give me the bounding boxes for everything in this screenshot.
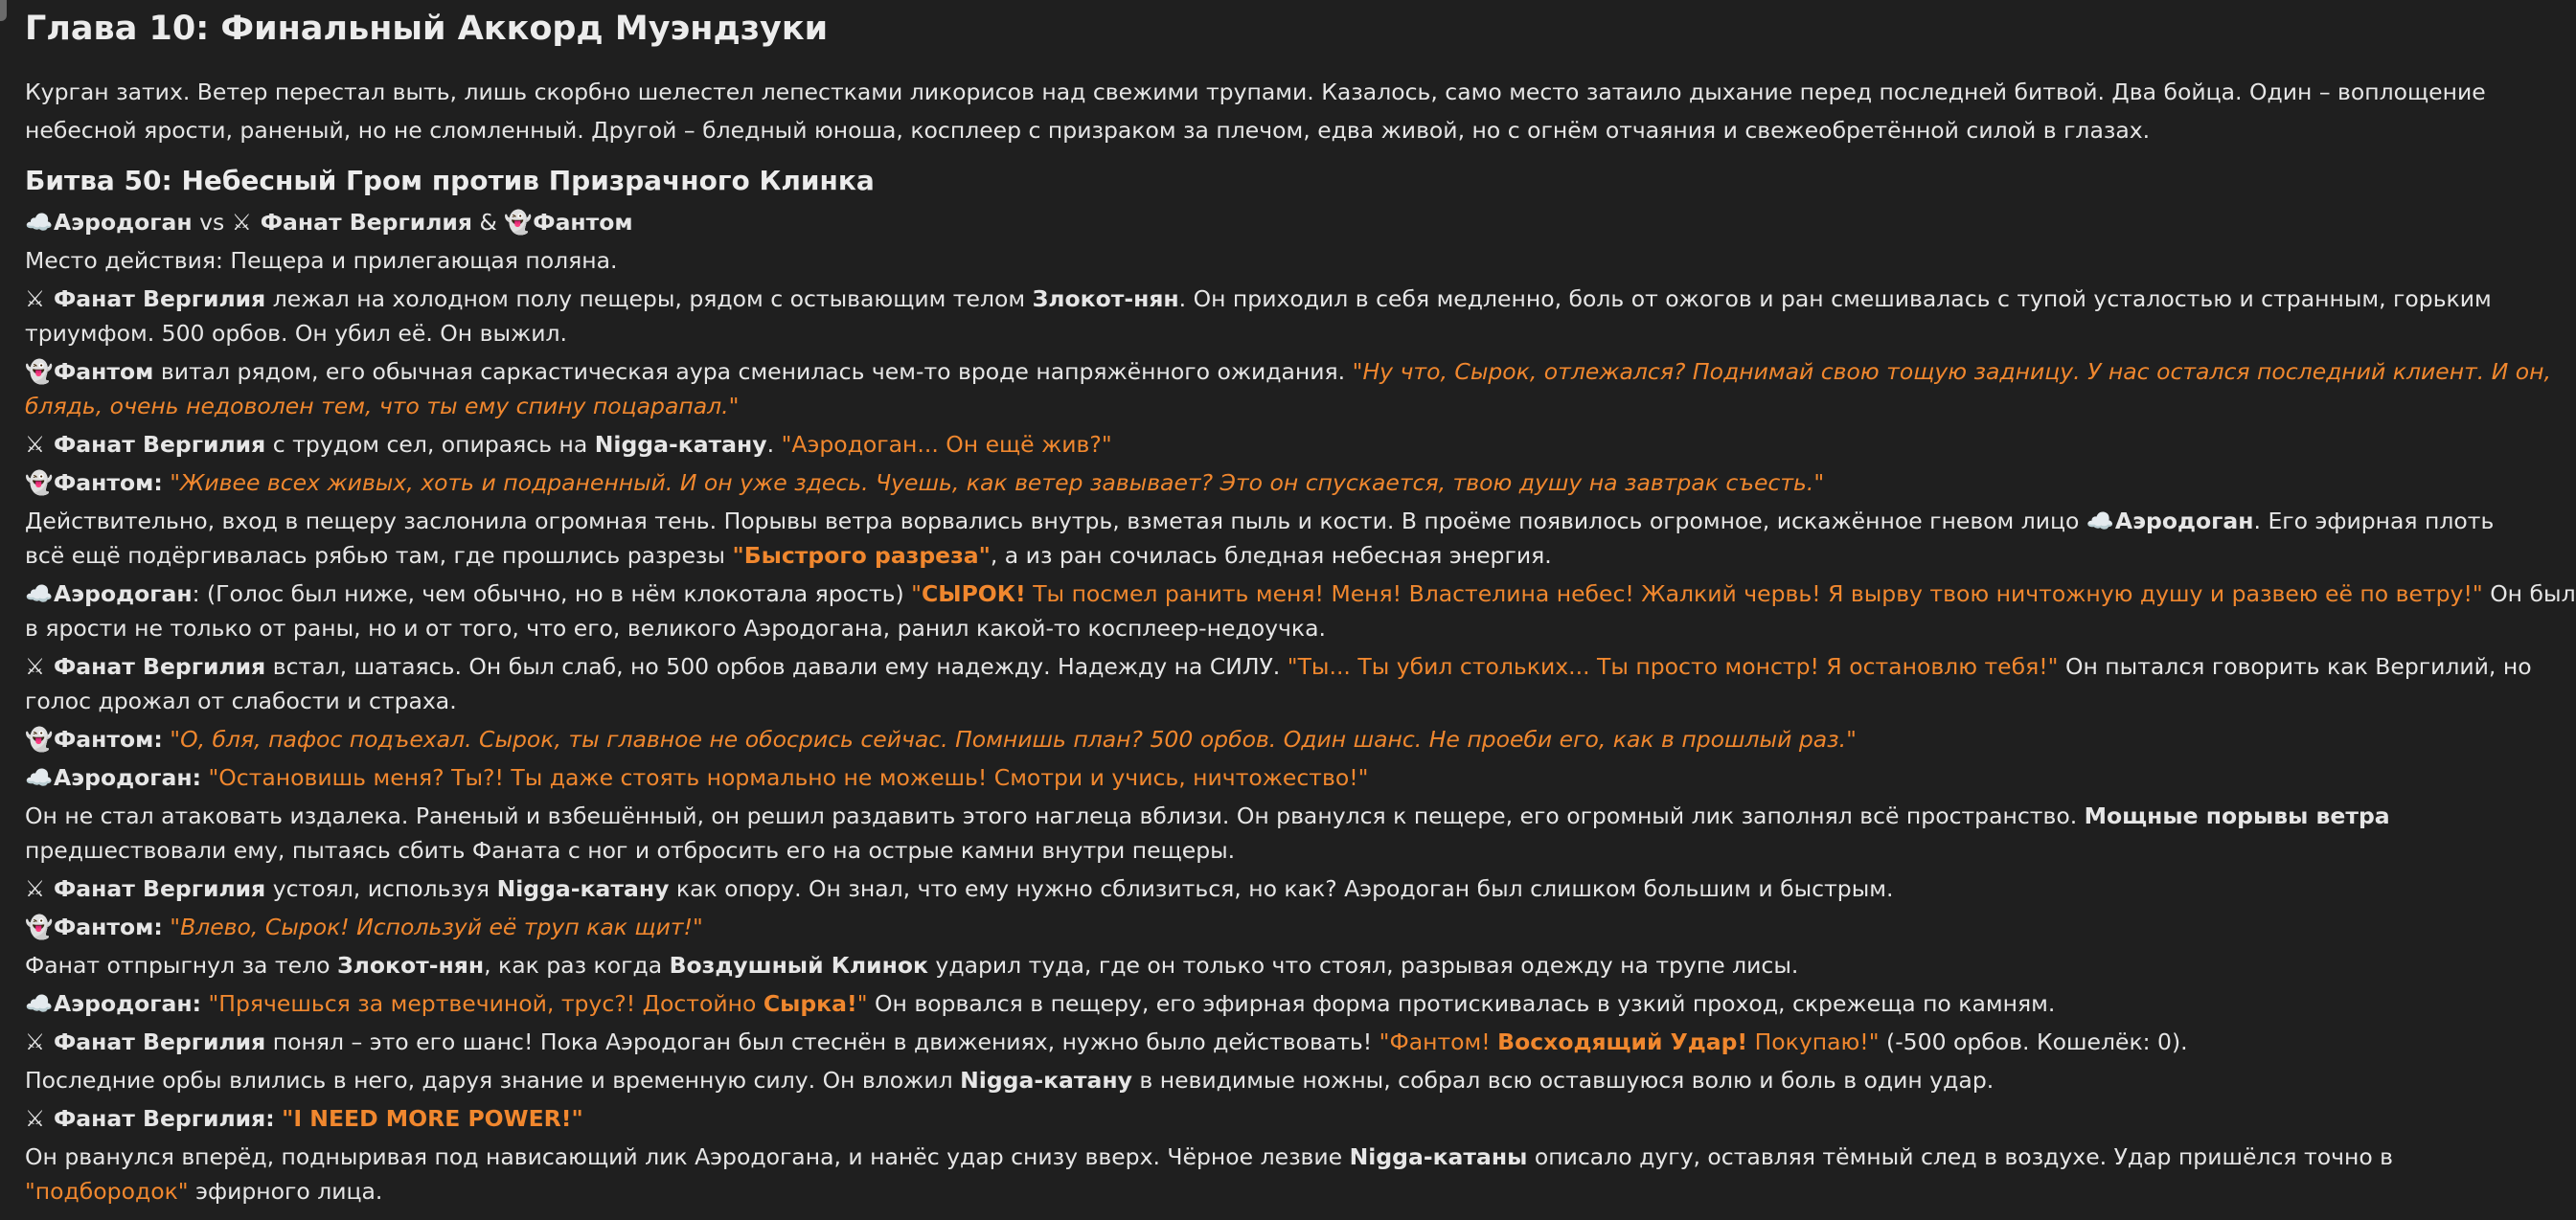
paragraph-11 bbox=[25, 871, 2416, 906]
paragraph-12 bbox=[25, 910, 2416, 944]
skill-name: Восходящий Удар! bbox=[1497, 1028, 1748, 1055]
cloud-icon: ☁️ bbox=[2086, 508, 2115, 534]
quote: " bbox=[911, 580, 922, 607]
text: . Он приходил в себя медленно, боль от ожогов и ран смешивалась с тупой усталостью и странным, горьким bbox=[1178, 285, 2492, 312]
attack-name: Мощные порывы ветра bbox=[2084, 802, 2390, 829]
quote: " bbox=[856, 990, 868, 1017]
skill-name: "Быстрого разреза" bbox=[732, 542, 991, 569]
colon: : bbox=[192, 990, 201, 1017]
paragraph-1 bbox=[25, 282, 2492, 350]
speaker-fan: Фанат Вергилия bbox=[54, 1028, 266, 1055]
name-aerodogan: Аэродоган bbox=[2114, 508, 2254, 534]
quote: "Влево, Сырок! Используй её труп как щит!" bbox=[170, 914, 703, 940]
attack-name: Воздушный Клинок bbox=[669, 952, 928, 979]
text: как опору. Он знал, что ему нужно сблизиться, но как? Аэродоган был слишком большим и быстрым. bbox=[675, 875, 1894, 902]
text: Действительно, вход в пещеру заслонила огромная тень. Порывы ветра ворвались внутрь, взметая пыль и кости. В проёме появилось огромное, искажённое гневом лицо bbox=[25, 508, 2080, 534]
speaker-fan: Фанат Вергилия bbox=[54, 1105, 266, 1132]
text: , как раз когда bbox=[484, 952, 663, 979]
paragraph-10 bbox=[25, 799, 2416, 868]
name-fan: Фанат Вергилия bbox=[260, 209, 472, 236]
text: Он был bbox=[2490, 580, 2576, 607]
paragraph-9 bbox=[25, 760, 2416, 795]
name-phantom: Фантом bbox=[533, 209, 633, 236]
ghost-icon: 👻 bbox=[25, 726, 54, 753]
paragraph-5 bbox=[25, 504, 2495, 573]
weapon-name: Nigga-катану bbox=[960, 1067, 1132, 1094]
ghost-icon: 👻 bbox=[25, 469, 54, 496]
ghost-icon: 👻 bbox=[25, 358, 54, 385]
quote: "Фантом! bbox=[1379, 1028, 1491, 1055]
quote: "Ты... Ты убил стольких... Ты просто монстр! Я остановлю тебя!" bbox=[1287, 653, 2059, 680]
quote: блядь, очень недоволен тем, что ты ему спину поцарапал." bbox=[25, 393, 740, 419]
cloud-icon: ☁️ bbox=[25, 990, 54, 1017]
quote: "I NEED MORE POWER!" bbox=[282, 1105, 583, 1132]
paragraph-4 bbox=[25, 465, 2416, 500]
text: лежал на холодном полу пещеры, рядом с остывающим телом bbox=[272, 285, 1026, 312]
quote: "подбородок" bbox=[25, 1178, 189, 1205]
battle-title: Битва 50: Небесный Гром против Призрачного Клинка bbox=[25, 165, 875, 196]
sword-icon: ⚔ bbox=[25, 875, 46, 902]
paragraph-13 bbox=[25, 948, 2416, 983]
text: предшествовали ему, пытаясь сбить Фаната с ног и отбросить его на острые камни внутри пещеры. bbox=[25, 837, 1236, 864]
speaker-aerodogan: Аэродоган bbox=[54, 580, 193, 607]
quote: "Аэродоган... Он ещё жив?" bbox=[781, 431, 1112, 458]
sword-icon: ⚔ bbox=[25, 431, 46, 458]
speaker-fan: Фанат Вергилия bbox=[54, 653, 266, 680]
name-zlokot: Злокот-нян bbox=[1032, 285, 1179, 312]
quote: "Прячешься за мертвечиной, трус?! Достойно bbox=[208, 990, 757, 1017]
text: в невидимые ножны, собрал всю оставшуюся волю и боль в один удар. bbox=[1139, 1067, 1995, 1094]
sword-icon: ⚔ bbox=[25, 1105, 46, 1132]
speaker-fan: Фанат Вергилия bbox=[54, 285, 266, 312]
name-aerodogan: Аэродоган bbox=[54, 209, 193, 236]
colon: : bbox=[153, 469, 163, 496]
paragraph-8 bbox=[25, 722, 2416, 757]
paragraph-14 bbox=[25, 986, 2416, 1021]
paragraph-7 bbox=[25, 649, 2532, 718]
speaker-aerodogan: Аэродоган bbox=[54, 990, 193, 1017]
ghost-icon: 👻 bbox=[504, 209, 533, 236]
text: ударил туда, где он только что стоял, разрывая одежду на трупе лисы. bbox=[935, 952, 1799, 979]
text: , а из ран сочилась бледная небесная энергия. bbox=[990, 542, 1552, 569]
speaker-phantom: Фантом bbox=[54, 726, 154, 753]
amp-text: & bbox=[479, 209, 497, 236]
text: витал рядом, его обычная саркастическая аура сменилась чем-то вроде напряжённого ожидания. bbox=[160, 358, 1346, 385]
sword-icon: ⚔ bbox=[231, 209, 252, 236]
wallet-text: (-500 орбов. Кошелёк: 0). bbox=[1886, 1028, 2188, 1055]
speaker-phantom: Фантом bbox=[54, 914, 154, 940]
quote: "О, бля, пафос подъехал. Сырок, ты главное не обосрись сейчас. Помнишь план? 500 орбов. Один шанс. Не проеби его, как в прошлый раз." bbox=[170, 726, 1857, 753]
quote: "Ну что, Сырок, отлежался? Поднимай свою тощую задницу. У нас остался последний клиент. И он, bbox=[1352, 358, 2551, 385]
colon: : bbox=[153, 726, 163, 753]
text: устоял, используя bbox=[272, 875, 490, 902]
text: Последние орбы влились в него, даруя знание и временную силу. Он вложил bbox=[25, 1067, 953, 1094]
paragraph-3 bbox=[25, 427, 2416, 462]
text: встал, шатаясь. Он был слаб, но 500 орбов давали ему надежду. Надежду на СИЛУ. bbox=[272, 653, 1281, 680]
paragraph-18 bbox=[25, 1140, 2416, 1209]
colon: : bbox=[153, 914, 163, 940]
text: всё ещё подёргивалась рябью там, где прошлись разрезы bbox=[25, 542, 725, 569]
weapon-name: Nigga-катаны bbox=[1349, 1143, 1528, 1170]
colon: : bbox=[192, 764, 201, 791]
text: Фанат отпрыгнул за тело bbox=[25, 952, 331, 979]
speaker-fan: Фанат Вергилия bbox=[54, 875, 266, 902]
quote-emphasis: Сырка! bbox=[763, 990, 857, 1017]
matchup-line bbox=[25, 205, 2416, 239]
paragraph-2 bbox=[25, 354, 2551, 423]
cloud-icon: ☁️ bbox=[25, 580, 54, 607]
quote: "Живее всех живых, хоть и подраненный. И он уже здесь. Чуешь, как ветер завывает? Это он спускается, твою душу на завтрак съесть." bbox=[170, 469, 1825, 496]
speaker-fan: Фанат Вергилия bbox=[54, 431, 266, 458]
text: . Его эфирная плоть bbox=[2253, 508, 2495, 534]
sword-icon: ⚔ bbox=[25, 285, 46, 312]
weapon-name: Nigga-катану bbox=[594, 431, 767, 458]
cloud-icon: ☁️ bbox=[25, 764, 54, 791]
text: понял – это его шанс! Пока Аэродоган был стеснён в движениях, нужно было действовать! bbox=[272, 1028, 1373, 1055]
colon: : bbox=[265, 1105, 275, 1132]
speaker-phantom: Фантом bbox=[54, 469, 154, 496]
quote: Покупаю!" bbox=[1754, 1028, 1880, 1055]
speaker-phantom: Фантом bbox=[54, 358, 154, 385]
speaker-aerodogan: Аэродоган bbox=[54, 764, 193, 791]
text: описало дугу, оставляя тёмный след в воздухе. Удар пришёлся точно в bbox=[1534, 1143, 2394, 1170]
sword-icon: ⚔ bbox=[25, 1028, 46, 1055]
text: : (Голос был ниже, чем обычно, но в нём клокотала ярость) bbox=[192, 580, 904, 607]
text: Он не стал атаковать издалека. Раненый и взбешённый, он решил раздавить этого наглеца вблизи. Он рванулся к пещере, его огромный лик заполнял всё пространство. bbox=[25, 802, 2078, 829]
text: Он рванулся вперёд, подныривая под нависающий лик Аэродогана, и нанёс удар снизу вверх. Чёрное лезвие bbox=[25, 1143, 1343, 1170]
text: . bbox=[766, 431, 775, 458]
cloud-icon: ☁️ bbox=[25, 209, 54, 236]
ghost-icon: 👻 bbox=[25, 914, 54, 940]
quote: Ты посмел ранить меня! Меня! Властелина небес! Жалкий червь! Я вырву твою ничтожную душу и развею её по ветру!" bbox=[1025, 580, 2483, 607]
quote-emphasis: СЫРОК! bbox=[921, 580, 1026, 607]
text: триумфом. 500 орбов. Он убил её. Он выжил. bbox=[25, 320, 567, 347]
text: голос дрожал от слабости и страха. bbox=[25, 688, 457, 714]
sword-icon: ⚔ bbox=[25, 653, 46, 680]
scrollbar-thumb[interactable] bbox=[0, 0, 7, 21]
paragraph-6 bbox=[25, 576, 2576, 645]
intro-line-2: небесной ярости, раненый, но не сломленный. Другой – бледный юноша, косплеер с призраком за плечом, едва живой, но с огнём отчаяния и свежеобретённой силой в глазах. bbox=[25, 117, 2151, 144]
paragraph-15 bbox=[25, 1025, 2416, 1059]
vs-text: vs bbox=[199, 209, 225, 236]
text: Он пытался говорить как Вергилий, но bbox=[2064, 653, 2532, 680]
name-zlokot: Злокот-нян bbox=[336, 952, 485, 979]
quote: "Остановишь меня? Ты?! Ты даже стоять нормально не можешь! Смотри и учись, ничтожество!" bbox=[208, 764, 1369, 791]
text: в ярости не только от раны, но и от того, что его, великого Аэродогана, ранил какой-то косплеер-недоучка. bbox=[25, 615, 1326, 642]
text: с трудом сел, опираясь на bbox=[272, 431, 588, 458]
paragraph-16 bbox=[25, 1063, 2416, 1097]
intro-line-1: Курган затих. Ветер перестал выть, лишь скорбно шелестел лепестками ликорисов над свежими трупами. Казалось, само место затаило дыхание перед последней битвой. Два бойца. Один – воплощение bbox=[25, 79, 2486, 105]
weapon-name: Nigga-катану bbox=[496, 875, 670, 902]
text: эфирного лица. bbox=[195, 1178, 383, 1205]
paragraph-17 bbox=[25, 1101, 2416, 1136]
text: Он ворвался в пещеру, его эфирная форма протискивалась в узкий проход, скрежеща по камням. bbox=[875, 990, 2056, 1017]
location-line: Место действия: Пещера и прилегающая поляна. bbox=[25, 247, 618, 274]
chapter-title: Глава 10: Финальный Аккорд Муэндзуки bbox=[25, 10, 829, 48]
